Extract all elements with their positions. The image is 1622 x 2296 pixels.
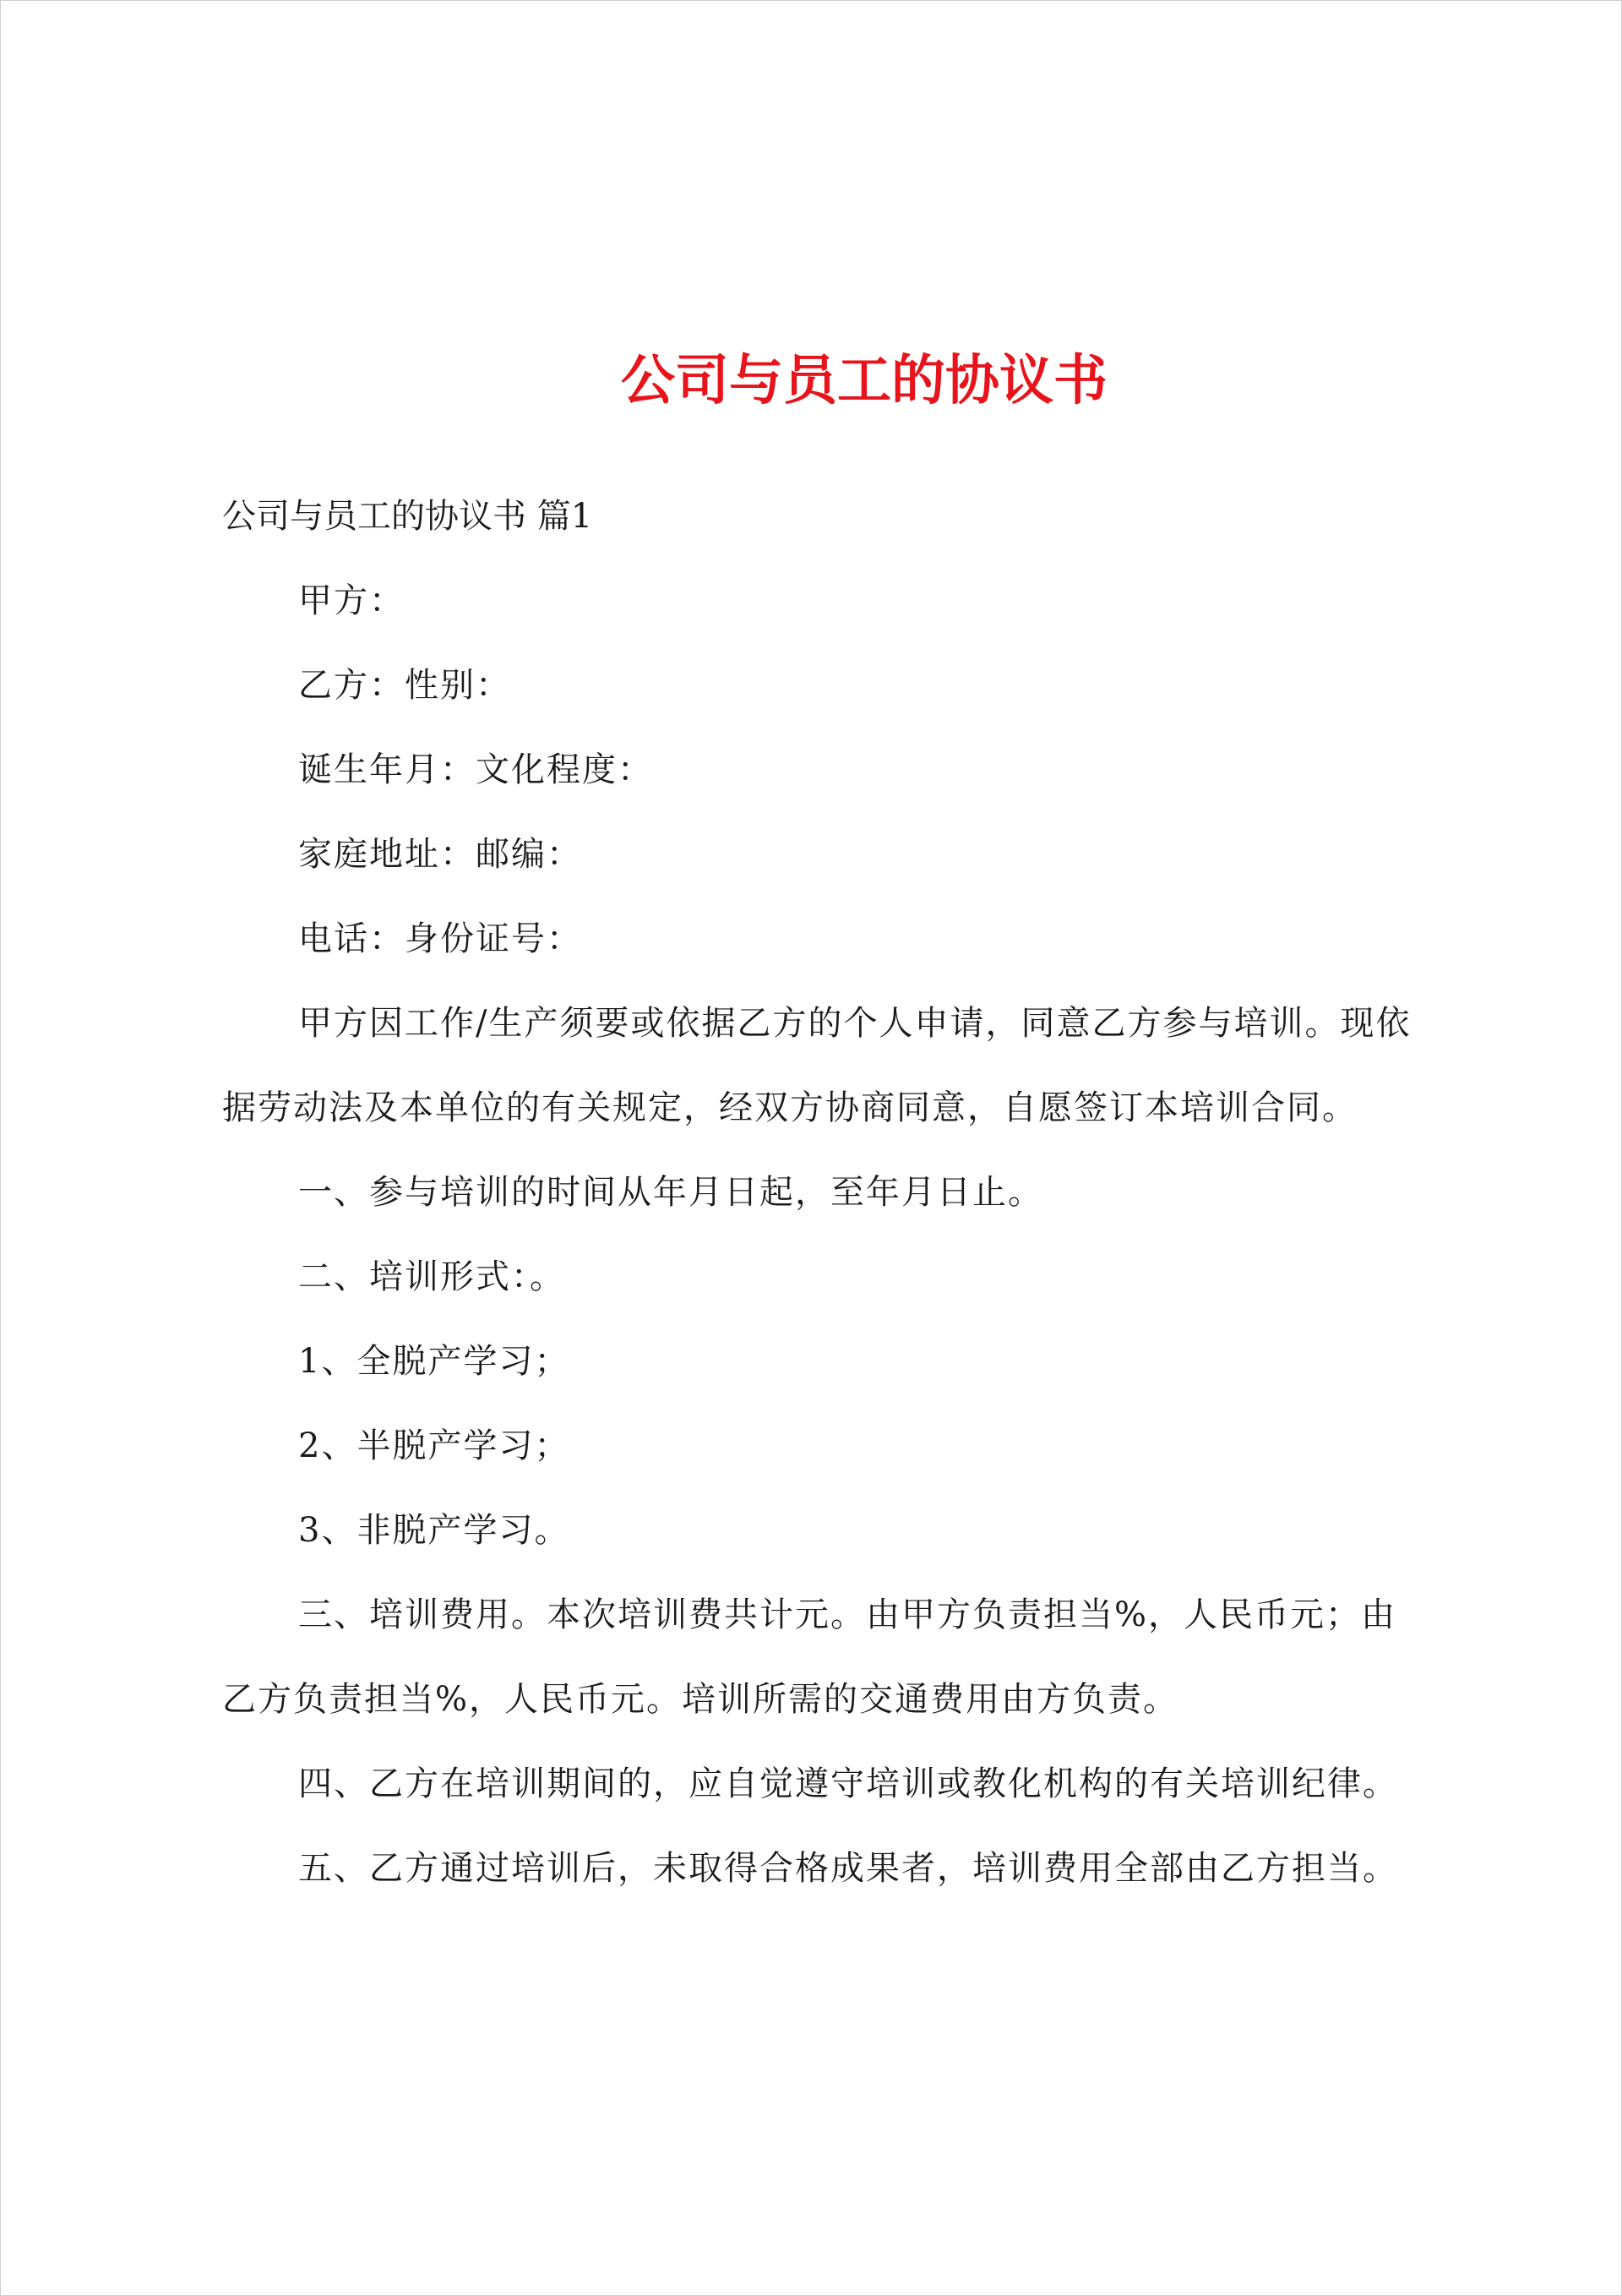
- document-body: [222, 339, 1430, 1911]
- clause-2-option-2: 2、半脱产学习；: [298, 1426, 570, 1465]
- clause-1: 一、参与培训的时间从年月日起，至年月日止。: [298, 1173, 1043, 1212]
- clause-3: 三、培训费用。本次培训费共计元。由甲方负责担当%，人民币元；由乙方负责担当%，人民币元。培训所需的交通费用由方负责。: [222, 1595, 1397, 1719]
- party-b-line: 乙方：性别：: [298, 666, 511, 705]
- clause-5: 五、乙方通过培训后，未取得合格成果者，培训费用全部由乙方担当。: [298, 1849, 1398, 1888]
- clause-2: 二、培训形式：。: [298, 1257, 565, 1296]
- address-postcode-line: 家庭地址：邮编：: [298, 835, 582, 874]
- birth-education-line: 诞生年月：文化程度：: [298, 750, 653, 789]
- intro-paragraph: 甲方因工作/生产须要或依据乙方的个人申请，同意乙方参与培训。现依据劳动法及本单位的有关规定，经双方协商同意，自愿签订本培训合同。: [222, 1004, 1412, 1127]
- party-a-line: 甲方：: [298, 581, 405, 620]
- document-title: 公司与员工的协议书: [621, 349, 1108, 412]
- clause-2-option-3: 3、非脱产学习。: [298, 1511, 570, 1550]
- clause-4: 四、乙方在培训期间的，应自觉遵守培训或教化机构的有关培训纪律。: [298, 1764, 1398, 1803]
- phone-id-line: 电话：身份证号：: [298, 919, 582, 958]
- section-heading: 公司与员工的协议书 篇1: [222, 497, 593, 536]
- clause-2-option-1: 1、全脱产学习；: [298, 1342, 570, 1381]
